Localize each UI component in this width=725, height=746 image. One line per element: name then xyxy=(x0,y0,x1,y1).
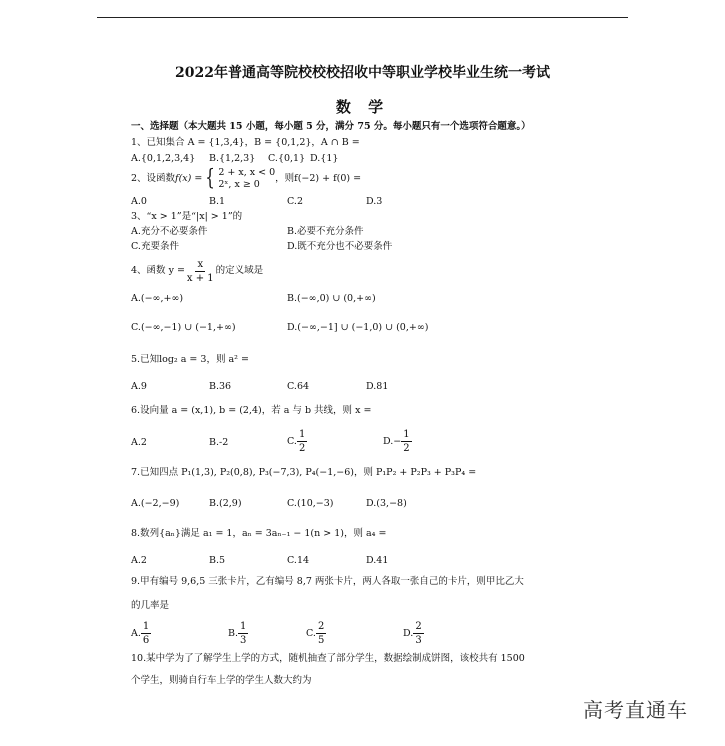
q4-option-b: B.(−∞,0) ∪ (0,+∞) xyxy=(287,293,376,304)
q9-c-numerator: 2 xyxy=(317,621,325,632)
q9-option-d xyxy=(403,620,424,647)
subject-title: 数 学 xyxy=(335,98,390,116)
q8-option-a: A.2 xyxy=(131,555,147,566)
q3-option-b: B.必要不充分条件 xyxy=(287,226,364,237)
q2-option-b: B.1 xyxy=(209,196,226,207)
q1-option-c: C.{0,1} xyxy=(268,153,306,164)
q1-option-b: B.{1,2,3} xyxy=(209,153,256,164)
q6-d-fraction xyxy=(401,428,411,455)
q2-case-1: 2 + x, x < 0 xyxy=(218,167,276,178)
q6-c-fraction xyxy=(297,428,307,455)
q9-a-denominator: 6 xyxy=(142,635,150,646)
q4-denominator: x + 1 xyxy=(186,272,214,284)
q5-option-c: C.64 xyxy=(287,381,310,392)
question-9-stem-line-1: 9.甲有编号 9,6,5 三张卡片，乙有编号 8,7 两张卡片，两人各取一张自己的卡片，则甲比乙大 xyxy=(131,576,524,587)
q5-option-d: D.81 xyxy=(366,381,389,392)
q2-func: f(x) = xyxy=(175,173,203,184)
q9-b-prefix: B. xyxy=(228,627,239,639)
brace-symbol: { xyxy=(205,166,216,191)
q9-d-fraction xyxy=(413,620,423,647)
top-rule xyxy=(97,17,628,18)
q9-d-denominator: 3 xyxy=(415,635,422,646)
q9-a-numerator: 1 xyxy=(142,621,150,632)
q6-c-denominator: 2 xyxy=(298,443,306,454)
q9-b-denominator: 3 xyxy=(240,635,247,646)
q7-option-c: C.(10,−3) xyxy=(287,498,334,509)
q2-option-d: D.3 xyxy=(366,196,383,207)
q6-option-c xyxy=(287,428,307,455)
question-7-stem: 7.已知四点 P₁(1,3), P₂(0,8), P₃(−7,3), P₄(−1,−6)，则 P₁P₂ + P₂P₃ + P₃P₄ = xyxy=(131,467,477,478)
q4-numerator: x xyxy=(197,258,204,270)
question-1-stem: 1、已知集合 A = {1,3,4}，B = {0,1,2}，A ∩ B = xyxy=(131,137,360,148)
q3-option-c: C.充要条件 xyxy=(131,241,179,252)
q4-suffix: 的定义域是 xyxy=(215,265,264,276)
question-5-stem: 5.已知log₂ a = 3，则 a² = xyxy=(131,354,249,365)
q6-d-prefix: D.− xyxy=(383,435,402,447)
watermark-logo: 高考直通车 xyxy=(583,698,688,722)
q2-cases xyxy=(218,167,275,191)
section-heading: 一、选择题（本大题共 15 小题，每小题 5 分，满分 75 分。每小题只有一个选项符合题意。） xyxy=(131,121,531,132)
q2-option-a: A.0 xyxy=(131,196,147,207)
q9-option-b xyxy=(228,620,248,647)
q9-option-c xyxy=(306,620,326,647)
q8-option-c: C.14 xyxy=(287,555,310,566)
q3-option-a: A.充分不必要条件 xyxy=(131,226,208,237)
q9-b-fraction xyxy=(238,620,248,647)
q9-c-denominator: 5 xyxy=(317,635,325,646)
q6-d-denominator: 2 xyxy=(403,443,410,454)
q7-option-b: B.(2,9) xyxy=(209,498,242,509)
q8-option-b: B.5 xyxy=(209,555,226,566)
question-3-stem: 3、“x > 1”是“|x| > 1”的 xyxy=(131,211,243,222)
question-2-stem xyxy=(131,166,361,192)
q9-c-fraction xyxy=(316,620,326,647)
q5-option-b: B.36 xyxy=(209,381,232,392)
q9-a-fraction xyxy=(141,620,151,647)
q8-option-d: D.41 xyxy=(366,555,389,566)
question-10-stem-line-1: 10.某中学为了了解学生上学的方式，随机抽查了部分学生，数据绘制成饼图，该校共有 1500 xyxy=(131,653,525,664)
question-8-stem: 8.数列{aₙ}满足 a₁ = 1，aₙ = 3aₙ₋₁ − 1(n > 1)，则 a₄ = xyxy=(131,528,387,539)
q7-option-d: D.(3,−8) xyxy=(366,498,407,509)
q3-option-d: D.既不充分也不必要条件 xyxy=(287,241,393,252)
q9-d-prefix: D. xyxy=(403,627,414,639)
q6-c-numerator: 1 xyxy=(298,429,306,440)
q1-option-a: A.{0,1,2,3,4} xyxy=(131,153,196,164)
question-4-stem xyxy=(131,257,263,285)
q4-prefix: 4、函数 y = xyxy=(131,265,185,276)
q2-case-2: 2ˣ, x ≥ 0 xyxy=(218,179,260,190)
question-10-stem-line-2: 个学生，则骑自行车上学的学生人数大约为 xyxy=(131,675,312,686)
q6-option-d xyxy=(383,428,412,455)
q4-option-c: C.(−∞,−1) ∪ (−1,+∞) xyxy=(131,322,236,333)
q2-suffix: ，则f(−2) + f(0) = xyxy=(275,173,362,184)
q1-option-d: D.{1} xyxy=(310,153,339,164)
q6-c-prefix: C. xyxy=(287,435,297,447)
q9-b-numerator: 1 xyxy=(240,621,247,632)
q2-prefix: 2、设函数 xyxy=(131,173,176,184)
q9-option-a xyxy=(131,620,151,647)
q2-option-c: C.2 xyxy=(287,196,303,207)
q4-fraction xyxy=(185,258,216,285)
q6-d-numerator: 1 xyxy=(403,429,410,440)
q4-option-a: A.(−∞,+∞) xyxy=(131,293,184,304)
q4-option-d: D.(−∞,−1] ∪ (−1,0) ∪ (0,+∞) xyxy=(287,322,429,333)
q6-option-a: A.2 xyxy=(131,437,147,448)
question-9-stem-line-2: 的几率是 xyxy=(131,600,170,611)
question-6-stem: 6.设向量 a = (x,1), b = (2,4)，若 a 与 b 共线，则 x = xyxy=(131,405,372,416)
exam-title: 2022年普通高等院校校校招收中等职业学校毕业生统一考试 xyxy=(175,65,550,81)
q9-d-numerator: 2 xyxy=(415,621,422,632)
q6-option-b: B.-2 xyxy=(209,437,229,448)
q5-option-a: A.9 xyxy=(131,381,147,392)
q9-a-prefix: A. xyxy=(131,627,141,639)
q9-c-prefix: C. xyxy=(306,627,316,639)
q7-option-a: A.(−2,−9) xyxy=(131,498,180,509)
